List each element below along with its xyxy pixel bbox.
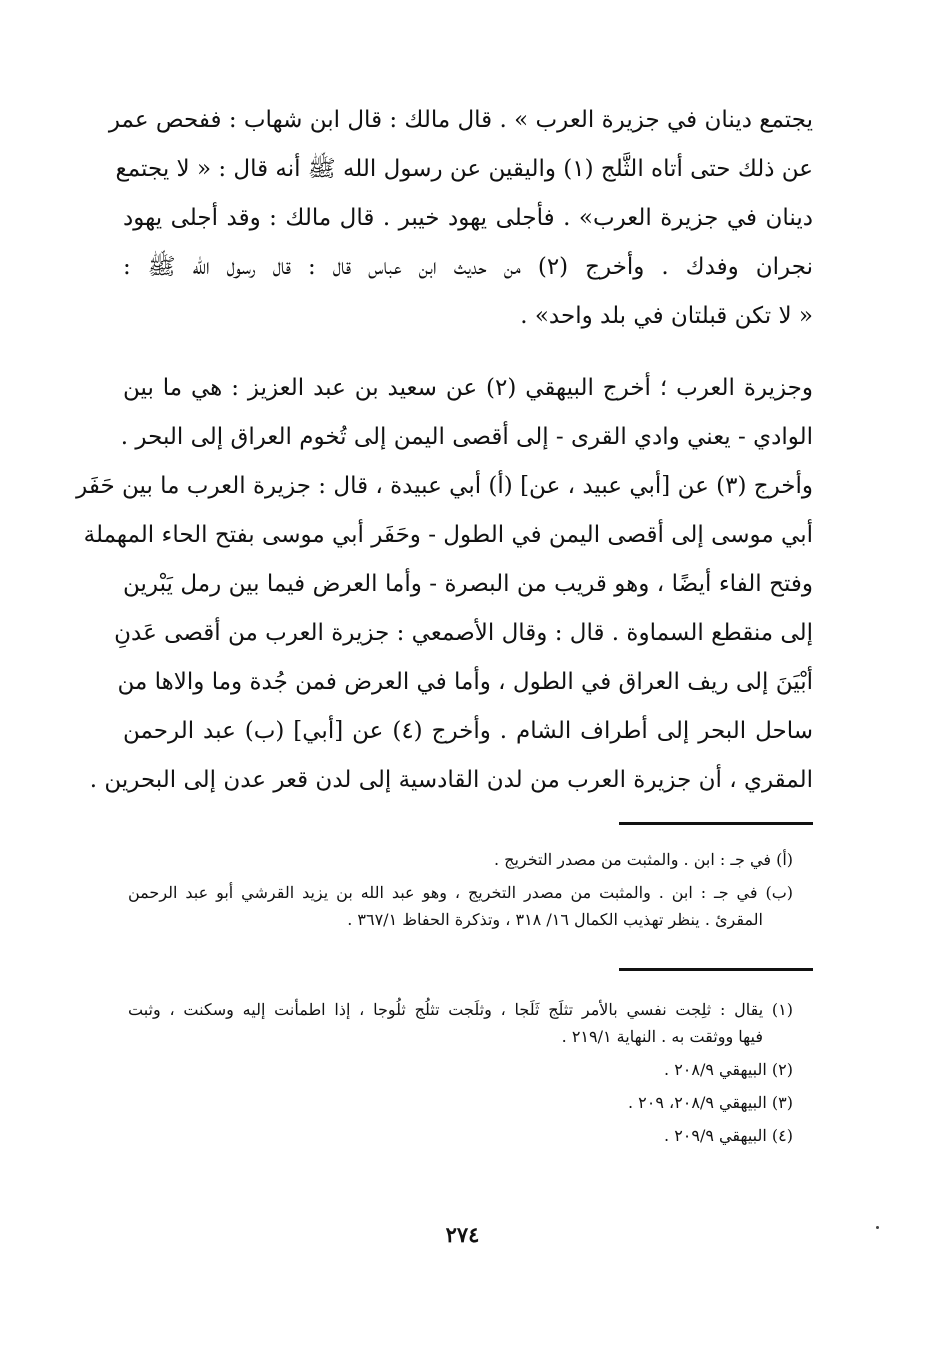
footnote-a (128, 846, 793, 873)
text-line: وفتح الفاء أيضًا ، وهو قريب من البصرة - وأما العرض فيما بين رمل يَبْرين (123, 571, 813, 597)
main-text (76, 96, 813, 805)
footnote-line: (٣) البيهقي ٢٠٨/٩، ٢٠٩ . (627, 1093, 793, 1112)
paragraph-2 (76, 364, 813, 805)
page-number: ٢٧٤ (445, 1222, 480, 1247)
text-line: أبي موسى إلى أقصى اليمن في الطول - وحَفَر أبي موسى بفتح الحاء المهملة (83, 522, 813, 548)
footnote-divider (619, 968, 813, 971)
text-line: وجزيرة العرب ؛ أخرج البيهقي (٢) عن سعيد بن عبد العزيز : هي ما بين (123, 375, 813, 401)
footnote-line: (١) يقال : ثلِجت نفسي بالأمر تثلَج ثَلَجا ، وثلَجت تثلُج ثلُوجا ، إذا اطمأنت إليه وسكنت ، وثبت (128, 1000, 793, 1019)
scan-speck (876, 1226, 879, 1229)
text-line: عن ذلك حتى أتاه الثَّلج (١) واليقين عن رسول الله ﷺ أنه قال : « لا يجتمع (115, 156, 813, 182)
text-line: إلى منقطع السماوة . قال : وقال الأصمعي : جزيرة العرب من أقصى عَدنِ (114, 620, 813, 646)
footnote-divider (619, 822, 813, 825)
footnote-line: (ب) في جـ : ابن . والمثبت من مصدر التخريج ، وهو عبد الله بن يزيد القرشي أبو عبد الرحمن (128, 883, 793, 902)
text-line: الوادي - يعني وادي القرى - إلى أقصى اليمن إلى تُخوم العراق إلى البحر . (120, 424, 813, 450)
text-line: المقري ، أن جزيرة العرب من لدن القادسية إلى لدن قعر عدن إلى البحرين . (89, 767, 813, 793)
text-line: نجران وفدك . وأخرج (٢) من حديث ابن عباس قال : قال رسول الله ﷺ : (123, 254, 813, 280)
footnote-line: المقرئ . ينظر تهذيب الكمال ١٦/ ٣١٨ ، وتذكرة الحفاظ ٣٦٧/١ . (347, 910, 763, 929)
footnote-4 (128, 1122, 793, 1149)
footnote-line: (٢) البيهقي ٢٠٨/٩ . (664, 1060, 793, 1079)
footnote-line: فيها ووثقت به . النهاية ٢١٩/١ . (561, 1027, 763, 1046)
letter-footnotes (128, 846, 793, 939)
text-line: « لا تكن قبلتان في بلد واحد» . (520, 303, 813, 329)
text-line: يجتمع دينان في جزيرة العرب » . قال مالك : قال ابن شهاب : ففحص عمر (108, 107, 813, 133)
footnote-line: (٤) البيهقي ٢٠٩/٩ . (664, 1126, 793, 1145)
text-line: دينان في جزيرة العرب» . فأجلى يهود خيبر . قال مالك : وقد أجلى يهود (123, 205, 813, 231)
footnote-1 (128, 996, 793, 1050)
paragraph-1 (108, 96, 813, 341)
text-line: أبْيَنَ إلى ريف العراق في الطول ، وأما في العرض فمن جُدة وما والاها من (117, 669, 813, 695)
footnote-3 (128, 1089, 793, 1116)
numbered-footnotes (128, 996, 793, 1155)
footnote-2 (128, 1056, 793, 1083)
footnote-line: (أ) في جـ : ابن . والمثبت من مصدر التخريج . (493, 850, 793, 869)
footnote-b (128, 879, 793, 933)
text-line: ساحل البحر إلى أطراف الشام . وأخرج (٤) عن [أبي] (ب) عبد الرحمن (123, 718, 813, 744)
text-line: وأخرج (٣) عن [أبي عبيد ، عن] (أ) أبي عبيدة ، قال : جزيرة العرب ما بين حَفَر (76, 473, 813, 499)
